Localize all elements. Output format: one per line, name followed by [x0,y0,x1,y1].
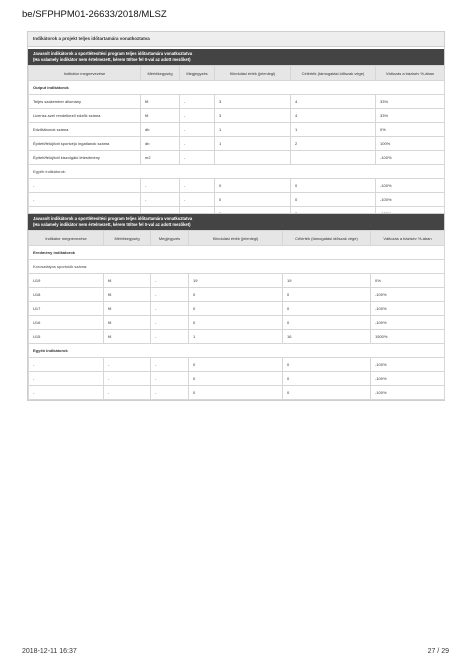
column-header: Változás a bázisév %-ában [371,231,445,246]
table-cell: - [141,193,180,207]
table-cell: fő [141,109,180,123]
table1-title [28,49,444,65]
table-cell: 1500% [371,330,445,344]
table-cell: db [141,137,180,151]
table2-title [28,214,444,230]
column-header: Kiindulási érték (jelenlegi) [215,66,291,81]
table-cell: fő [104,288,151,302]
table-cell: - [29,179,141,193]
table-row [29,137,445,151]
table-cell: - [151,302,189,316]
table-cell: - [151,330,189,344]
subgroup-label: Egyéb indikátorok: [29,165,445,179]
table-cell: -100% [371,358,445,372]
table-cell: - [151,288,189,302]
table-cell: - [141,179,180,193]
table-cell: 1 [215,123,291,137]
table-cell: Teljes szakember állomány [29,95,141,109]
table-cell: 33% [376,109,445,123]
table-cell: Edzőtáborok száma [29,123,141,137]
table-cell: U19 [29,274,104,288]
table-row [29,165,445,179]
table-cell: - [180,151,215,165]
table-cell: - [180,95,215,109]
table-cell: 1 [189,330,283,344]
table-cell: 33% [376,95,445,109]
column-header: Megjegyzés [151,231,189,246]
table-cell: fő [104,330,151,344]
table-cell: -100% [371,316,445,330]
column-header: Megjegyzés [180,66,215,81]
footer-timestamp: 2018-12-11 16:37 [22,648,77,655]
table-row [29,316,445,330]
result-indicators-table [28,230,445,400]
column-header: Mértékegység [141,66,180,81]
table-row [29,372,445,386]
table-cell: db [141,123,180,137]
table-cell: 0 [283,386,371,400]
column-header: Kiindulási érték (jelenlegi) [189,231,283,246]
table-cell: fő [141,95,180,109]
table-cell: 0 [189,358,283,372]
table-cell: -100% [376,193,445,207]
column-header: Célérték (támogatási időszak vége) [291,66,376,81]
table-cell: 0% [371,274,445,288]
table-cell: 0 [189,386,283,400]
table-row [29,151,445,165]
table-row [29,302,445,316]
table-cell: fő [104,316,151,330]
table-cell: 1 [291,123,376,137]
table-cell: 0% [376,123,445,137]
table-cell: 100% [376,137,445,151]
table-cell: 0 [283,358,371,372]
table-cell: 16 [283,330,371,344]
table1-title-line1: Javasolt indikátorok a sportlétesítési program teljes időtartamára vonatkoztatva [33,51,193,56]
table-cell: 1 [215,137,291,151]
table-cell: - [151,358,189,372]
table-cell: 0 [291,179,376,193]
table-cell: 3 [215,109,291,123]
table-row [29,179,445,193]
table-cell: U15 [29,330,104,344]
table-cell: 0 [189,302,283,316]
column-header: Mértékegység [104,231,151,246]
indicators-section-1 [27,31,445,222]
table-cell: U16 [29,316,104,330]
table-cell: - [180,123,215,137]
table-cell: 4 [291,95,376,109]
table-cell: - [104,372,151,386]
table-cell: U18 [29,288,104,302]
table-cell: - [29,372,104,386]
table-row [29,358,445,372]
table-cell: 0 [215,193,291,207]
table-cell [291,151,376,165]
table2-title-line2: (Ha valamely indikátor nem értelmezett, kérem töltse fel 0-val az adott mezőket) [33,222,191,227]
table-cell: 19 [189,274,283,288]
table-cell: 4 [291,109,376,123]
group-label: Eredmény indikátorok [29,246,445,260]
table-cell: m2 [141,151,180,165]
table-cell: 3 [215,95,291,109]
table-cell: - [151,372,189,386]
subgroup-label: Korosztályos sportolók száma: [29,260,445,274]
table-cell: 0 [189,288,283,302]
table-cell: -100% [376,151,445,165]
table-cell: -100% [371,302,445,316]
table-cell: 0 [291,193,376,207]
table-row [29,246,445,260]
table-row [29,386,445,400]
table-cell: 0 [283,302,371,316]
table-cell [215,151,291,165]
table-cell: 0 [215,179,291,193]
table-cell: -100% [371,372,445,386]
table-cell: - [104,358,151,372]
table-cell: -100% [371,288,445,302]
column-header: Indikátor megnevezése [29,66,141,81]
table-cell: Épített/felújított sportcéjú ingatlanok száma [29,137,141,151]
table-row [29,288,445,302]
table-cell: 2 [291,137,376,151]
table-header-row [29,66,445,81]
table-cell: - [151,386,189,400]
table-cell: 0 [189,372,283,386]
table-cell: - [151,274,189,288]
table-cell: - [104,386,151,400]
column-header: Indikátor megnevezése [29,231,104,246]
table-cell: - [29,358,104,372]
table-cell: -100% [371,386,445,400]
table2-title-line1: Javasolt indikátorok a sportlétesítési program teljes időtartamára vonatkoztatva [33,216,193,221]
table-cell: - [29,193,141,207]
table-row [29,344,445,358]
table-cell: - [29,386,104,400]
table-row [29,193,445,207]
table-cell: 0 [189,316,283,330]
footer-page-number: 27 / 29 [427,648,449,655]
column-header: Célérték (támogatási időszak vége) [283,231,371,246]
table-row [29,109,445,123]
table-cell: -100% [376,179,445,193]
table-header-row [29,231,445,246]
indicators-section-2 [27,213,445,401]
table-row [29,260,445,274]
table-cell: - [180,137,215,151]
table-cell: 0 [283,288,371,302]
table-row [29,330,445,344]
group-label: Egyéb indikátorok [29,344,445,358]
table-row [29,123,445,137]
table-cell: U17 [29,302,104,316]
table-row [29,95,445,109]
group-label: Output indikátorok [29,81,445,95]
table-cell: - [180,179,215,193]
table-row [29,81,445,95]
table-cell: - [180,109,215,123]
table-cell: fő [104,302,151,316]
doc-id: be/SFPHPM01-26633/2018/MLSZ [22,9,167,20]
output-indicators-table [28,65,445,221]
table-row [29,274,445,288]
table-cell: - [151,316,189,330]
table1-title-line2: (Ha valamely indikátor nem értelmezett, kérem töltse fel 0-val az adott mezőket) [33,57,191,62]
table-cell: Épített/felújított kiszolgáló létesítmény [29,151,141,165]
table-cell: 0 [283,372,371,386]
table-cell: 0 [283,316,371,330]
table-cell: Licensz-szel rendelkező edzők száma [29,109,141,123]
table-cell: - [180,193,215,207]
section-title: Indikátorok a projekt teljes időtartamára vonatkoztatva [28,32,444,47]
table-cell: fő [104,274,151,288]
column-header: Változás a bázisév %-ában [376,66,445,81]
table-cell: 19 [283,274,371,288]
